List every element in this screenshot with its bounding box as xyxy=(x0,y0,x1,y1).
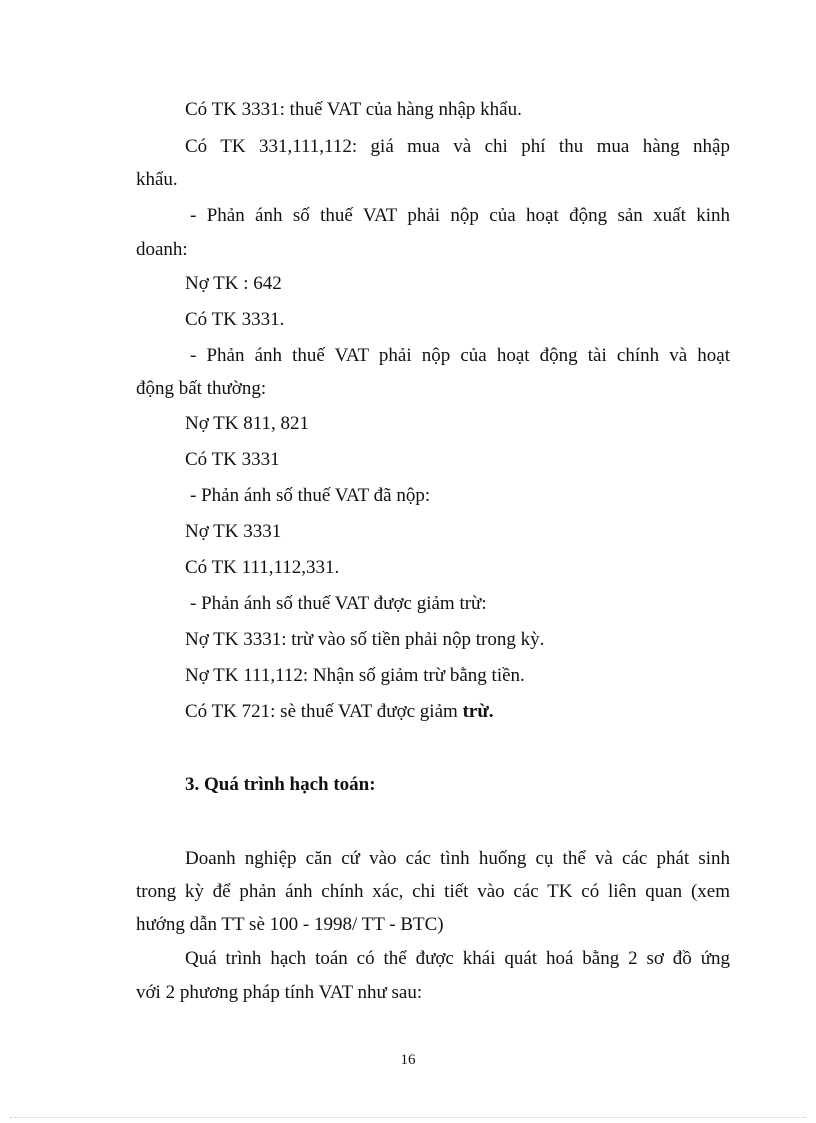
bullet-line: - Phản ánh số thuế VAT phải nộp của hoạt động sản xuất kinh xyxy=(190,205,730,226)
paragraph-line: Doanh nghiệp căn cứ vào các tình huống cụ thể và các phát sinh xyxy=(185,848,730,869)
journal-entry: Nợ TK 111,112: Nhận số giảm trừ bằng tiền. xyxy=(185,665,525,686)
paragraph-line: Quá trình hạch toán có thể được khái quát hoá bằng 2 sơ đồ ứng xyxy=(185,948,730,969)
paragraph-line: với 2 phương pháp tính VAT như sau: xyxy=(136,982,423,1003)
text-line: Có TK 331,111,112: giá mua và chi phí thu mua hàng nhập xyxy=(185,136,730,157)
text-line: động bất thường: xyxy=(136,378,267,399)
journal-entry: Có TK 111,112,331. xyxy=(185,557,340,578)
journal-entry-bold-text: trừ. xyxy=(462,701,494,722)
journal-entry: Có TK 3331. xyxy=(185,309,285,330)
page-number: 16 xyxy=(400,1052,416,1068)
journal-entry: Nợ TK 3331 xyxy=(185,521,282,542)
paragraph-line: hướng dẫn TT sè 100 - 1998/ TT - BTC) xyxy=(136,914,444,935)
page-border-divider xyxy=(10,1117,806,1118)
text-line: Có TK 3331: thuế VAT của hàng nhập khẩu. xyxy=(185,99,522,120)
section-heading: 3. Quá trình hạch toán: xyxy=(185,774,376,795)
journal-entry: Nợ TK 811, 821 xyxy=(185,413,310,434)
journal-entry: Nợ TK : 642 xyxy=(185,273,282,294)
journal-entry: Nợ TK 3331: trừ vào số tiền phải nộp trong kỳ. xyxy=(185,629,545,650)
text-line: khẩu. xyxy=(136,169,178,190)
journal-entry-text: Có TK 721: sè thuế VAT được giảm xyxy=(185,701,463,722)
bullet-line: - Phản ánh số thuế VAT được giảm trừ: xyxy=(190,593,487,614)
text-line: doanh: xyxy=(136,239,188,260)
journal-entry: Có TK 3331 xyxy=(185,449,280,470)
journal-entry xyxy=(185,700,493,724)
bullet-line: - Phản ánh thuế VAT phải nộp của hoạt động tài chính và hoạt xyxy=(190,345,730,366)
bullet-line: - Phản ánh số thuế VAT đã nộp: xyxy=(190,485,431,506)
paragraph-line: trong kỳ để phản ánh chính xác, chi tiết vào các TK có liên quan (xem xyxy=(136,881,730,902)
